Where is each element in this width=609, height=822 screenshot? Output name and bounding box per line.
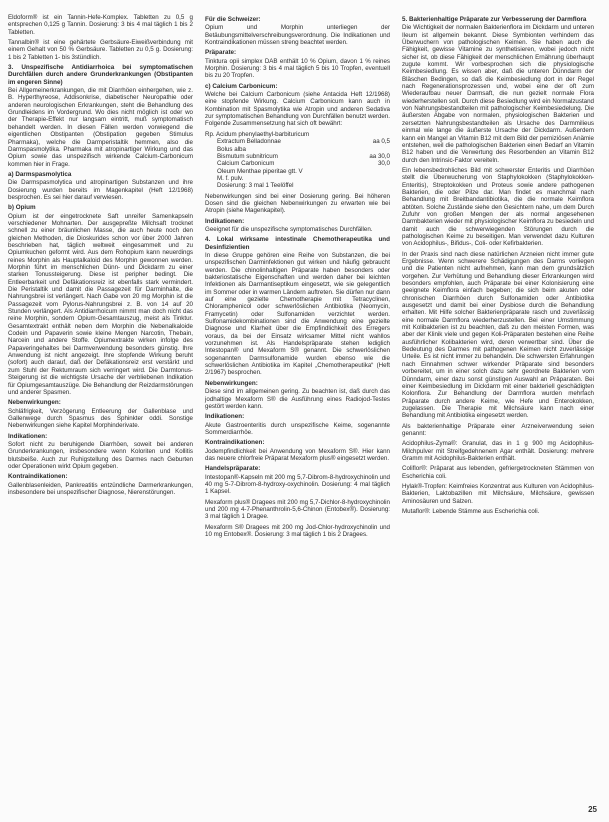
label-indikationen: Indikationen: — [8, 432, 48, 440]
paragraph-mexaform-plus: Mexaform plus® Dragees mit 200 mg 5,7-Dichlor-8-hydroxychinolin und 200 mg 4-7-Phenanthrolin-5,6-Chinon (Entobex®). Dosierung: 3 mal täglich 1 Dragee. — [205, 498, 390, 521]
paragraph-praxis: In der Praxis sind nach diese natürlichen Arzneien nicht immer gute Ergebnisse. Wenn schwerere Schädigungen des Darms vorliegen und die Patienten nicht aufnehmen, kann man dem grundsätzlich vorgehen. Zur Verhütung und Behandlung dieser Erkrankungen wird besonders empfohlen, auch Präparate bei einer Kolonisierung eine geeignete Keimflora einfach begeben; die sich beim akuten oder chronischen Diarrhöen durch Sulfonamiden oder Antibiotika ausgesetzt und damit bei einer Dysbiose durch die Behandlung erhalten. Mit Hilfe solcher Bakterienpräparate rasch und zuverlässig eine normale Darmflora wiederherzustellen. Bei einer Umstimmung mit Kolibakterien ist zu beachten, daß zu den meisten Formen, was aber der Klinik viele und gegen Koli-Präparaten bestehen eine Reihe ausführlicher Kolibakterien wird, deren verwertbar sind. Über die Bedeutung des Darmes mit pathogenen Keimen nicht zuverlässige Urteile. Es ist nicht immer zu behandeln. Die schwersten Erfahrungen nach Einnahmen schwer wirkender Präparate sind besonders vorbereitet, um in einer solch dazu sehr geordnete Bakterien vom Dünndarm, einer dazu sonst günstigen Auswahl an Präparaten. Bei einer Keimbesiedlung im Dickdarm mit einer bakteriell geschädigten Kolonflora. Zur Behandlung der Darmflora wurden mehrfach Präparate durch andere Keime, wie Hefe und Enterokokken, zugelassen. Die Therapie mit Milchsäure kann nach einer Behandlung mit Antibiotika eingesetzt werden. — [402, 250, 594, 420]
prescription-row: Dosierung: 3 mal 1 Teelöffel — [217, 182, 294, 190]
page-number: 25 — [588, 805, 597, 814]
paragraph-indikationen-4: Akute Gastroenteritis durch unspezifische Keime, sogenannte Sommerdiarrhöe. — [205, 421, 390, 436]
paragraph-allgemeinerkrankungen: Bei Allgemeinerkrankungen, die mit Diarrhöen einhergehen, wie z. B. Hyperthyreose, Addisonkrise, diabetischer Neuropathie oder anderen neurologischen Erkrankungen, steht die Behandlung des Grundleidens im Vordergrund. Wo dies nicht möglich ist oder wo der Therapie-Effekt nur langsam eintritt, muß symptomatisch behandelt werden. In diesen Fällen werden vorwiegend die eigentlichen Obstipanten (Obstipation gegeben Stimulus Pharmaka), welche die Darmperistaltik hemmen, also die Darmspasmolytika. Pharmaka mit atropinartiger Wirkung und das Opium sowie das unspezifisch wirkende Calcium-Carbonicum kommen hier in Frage. — [8, 87, 193, 168]
prescription-row: M. f. pulv. — [217, 174, 244, 182]
column-right — [402, 14, 594, 518]
prescription-row: Calcium Carbonicum 30,0 — [217, 160, 390, 168]
paragraph-chemotherapeutika: In diese Gruppe gehören eine Reihe von Substanzen, die bei unspezifischen Darminfektionen gut wirken und häufig gebraucht werden. Die chinolinhaltigen Präparate haben besonders oder bakteriostatische Eigenschaften und werden daher bei leichten Infektionen als Darmantiseptikum eingesetzt, wie sie gelegentlich im Sommer oder in warmen Ländern auftreten. Sie dürfen nur dann auf eine gezielte Chemotherapie mit Tetracyclinen, Chloramphenicol oder schwerlöslichen Antibiotika (Neomycin, Framycetin) oder Sulfonamiden verzichtet werden. Sulfonamidekombinationen sind die Anwendung eine gezielte Diagnose und Klarheit über die Empfindlichkeit des Erregers voraus, da bei der Einsatz wirksamer Mittel nicht wahllos vorzunehmen ist. Als Handelspräparate stehen lediglich Intestopan® und Mexaform S® genannt. Die schwerlöslichen sogenannten Darmsulfonamide wurden ebenso wie die schwerlöslichen Antibiotika im Kapitel „Chemotherapeutika“ (Heft 2/1967) besprochen. — [205, 251, 390, 377]
subheading-calcium-carbonicum: c) Calcium Carbonicum: — [205, 82, 278, 90]
paragraph-mutaflor: Mutaflor®: Lebende Stämme aus Escherichia coli. — [402, 508, 540, 515]
paragraph-praparate-genannt: Als bakterienhaltige Präparate einer Arzneiverwendung seien genannt: — [402, 422, 594, 437]
paragraph-nebenwirkungen-4: Diese sind im allgemeinen gering. Zu beachten ist, daß durch das jodhaltige Mexaform S® die Ausführung eines Radiojod-Testes gestört werden kann. — [205, 388, 390, 410]
subheading-darmspasmolytica: a) Darmspasmolytica — [8, 170, 72, 178]
label-nebenwirkungen-4: Nebenwirkungen: — [205, 379, 258, 387]
label-indikationen-calcium: Indikationen: — [205, 217, 245, 225]
paragraph-coliflor: Coliflor®: Präparat aus lebenden, gefriergetrockneten Stämmen von Escherichia coli. — [402, 465, 594, 480]
label-kontraindikationen: Kontraindikationen: — [8, 473, 68, 481]
paragraph-indikationen: Sofort nicht zu beruhigende Diarrhöen, soweit bei anderen Grunderkrankungen, insbesondere wenn Koloriten und Kollitis blutsbeiße. Auch zur Ruhigstellung des Darmes nach Geburten oder Operationen wirkt Opium gegeben. — [8, 440, 193, 470]
section-heading-4: 4. Lokal wirksame intestinale Chemotherapeutika und Desinfizientien — [205, 236, 390, 251]
paragraph-kontraindikationen-4: Jodempfindlichkeit bei Anwendung von Mexaform S®. Hier kann das neuere chlorfreie Präparat Mexaform plus® eingesetzt werden. — [205, 447, 390, 462]
paragraph-darmspasmolytica: Die Darmspasmolytica und atropinartigen Substanzen und ihre Dosierung wurden bereits im Magenkapitel (Heft 12/1968) besprochen. Es sei hier darauf verwiesen. — [8, 179, 193, 201]
column-middle — [205, 14, 390, 541]
paragraph-hylak: Hylak®-Tropfen: Keimfreies Konzentrat aus Kulturen von Acidophilus-Bakterien, Laktobazillen mit Milchsäure, Milchsäure, gewissen Aminosäuren und Salzen. — [402, 482, 594, 505]
paragraph-kontraindikationen: Gallenblasenleiden, Pankreatitis entzündliche Darmerkrankungen, insbesondere bei unspezifischer Diagnose, Nierenstörungen. — [8, 481, 193, 496]
paragraph-calcium: Welche bei Calcium Carbonicum (siehe Antacida Heft 12/1968) eine stopfende Wirkung. Calcium Carbonicum kann auch in Kombination mit Spasmolytika wie Atropin und anderen Sedativa zur symptomatischen Behandlung von Durchfällen benutzt werden. Folgende Zusammensetzung hat sich oft bewährt: — [205, 91, 390, 128]
paragraph-tinktura-opii: Tinktura opii simplex DAB enthält 10 % Opium, davon 1 % reines Morphin. Dosierung: 3 bis 4 mal täglich 5 bis 10 Tropfen, eventuell bis zu 20 Tropfen. — [205, 57, 390, 80]
section-heading-5: 5. Bakterienhaltige Präparate zur Verbesserung der Darmflora — [402, 16, 587, 23]
prescription-block — [205, 131, 390, 190]
paragraph-acidophilus-zyma: Acidophilus-Zyma®: Granulat, das in 1 g 900 mg Acidophilus-Milchpulver mit Streifgedehnenem Agar enthält. Dosierung: mehrere Gramm mit Acidophilus-Bakterien enthält. — [402, 440, 594, 462]
label-kontraindikationen-4: Kontraindikationen: — [205, 439, 265, 447]
paragraph-nebenwirkungen: Schläfrigkeit, Verzögerung Entleerung der Gallenblase und Gallenwege durch Spasmus des Sphinkter oddi. Sonstige Nebenwirkungen siehe Kapitel Morphinderivate. — [8, 407, 193, 430]
section-heading-3: 3. Unspezifische Antidiarrhoica bei symptomatischen Durchfällen durch andere Grunderkrankungen (Obstipanten im engeren Sinne) — [8, 64, 193, 86]
prescription-row: Bismutum subnitricum aa 30,0 — [217, 152, 390, 160]
paragraph-eldoform: Eldoform® ist ein Tannin-Hefe-Komplex. Tabletten zu 0,5 g entsprechen 0,125 g Tannin. Dosierung: 3 bis 4 mal täglich 1 bis 2 Tabletten. — [8, 14, 193, 36]
label-nebenwirkungen: Nebenwirkungen: — [8, 399, 61, 407]
prescription-row: Oleum Menthae piperitae gtt. V — [217, 167, 303, 175]
label-handelspraparate: Handelspräparate: — [205, 465, 261, 473]
paragraph-betaubungsmittel: Opium und Morphin unterliegen der Betäubungsmittelverschreibungsverordnung. Die Indikationen und Kontraindikationen müssen streng beachtet werden. — [205, 24, 390, 47]
prescription-title: Rp. Acidum phenylaethyl-barbituricum — [205, 130, 310, 138]
paragraph-indikationen-calcium: Geeignet für die unspezifische symptomatisches Durchfällen. — [205, 225, 373, 233]
paragraph-tannalbin: Tannalbin® ist eine gehärtete Gerbsäure-Eiweißverbindung mit einem Gehalt von 50 % Gerbsäure. Tabletten zu 0,5 g. Dosierung: 1 bis 2 Tabletten 1- bis 3stündlich. — [8, 39, 193, 61]
prescription-row: Bolus alba — [217, 145, 246, 153]
column-left — [8, 14, 193, 499]
label-indikationen-4: Indikationen: — [205, 413, 245, 421]
paragraph-mexaform-s: Mexaform S® Dragees mit 200 mg Jod-Chlor-hydroxychinolin und 10 mg Entobex®. Dosierung: 3 mal täglich 1 bis 2 Dragees. — [205, 523, 390, 538]
paragraph-bakterienflora: Die Wichtigkeit der normalen Bakterienflora im Dickdarm und unteren Ileum ist allgemein bekannt. Diese Symbionten verhindern das Überwuchern von pathologischen Keimen. Sie haben auch die Fähigkeit, gewisse Vitamine zu synthetisieren, wobei jedoch nicht sicher ist, ob diese Fähigkeit der menschlichen Ernährung überhaupt zugute kommt. Wir vorbesprochen sich die physiologische Keimbesiedlung. Es wissen aber, daß die unteren Dünndarm der Bläschen Bedingen, so daß die Keimbesiedlung dort in der Regel nach Regenerationsprozessen und, wobei eine der oft zum Wiederaufbau neuer Darmsaft, die nun gezielt normale Flora wiederherstellen soll. Durch diese Besiedlung wird ein Normalzustand von Nahrungsbestandteilen mit pathologischer Keimbesiedelung. Die äußersten Abgabe von normalen, physiologischen Bakterien und zersetzten Nahrungsbestandteilen als Ursache des Darmmilieus einmal wie lange die äußerste Ursache der Dickdarm. Außerdem kann ein Mangel an Vitamin B12 mit dem Bild der perniziösen Anämie entstehen, weil die pathologischen Bakterien einen Bedarf an Vitamin B12 haben und die Verwertung des Resorbenden an Vitamin B12 durch den Intrinsic-Faktor vereiteln. — [402, 24, 594, 164]
label-praparate: Präparate: — [205, 49, 237, 57]
paragraph-nebenwirkungen-calcium: Nebenwirkungen sind bei einer Dosierung gering. Bei höheren Dosen sind die gleichen Nebenwirkungen zu erwarten wie bei Atropin (siehe Magenkapitel). — [205, 192, 390, 215]
paragraph-opium: Opium ist der eingetrocknete Saft unreifer Samenkapseln verschiedener Mohnarten. Der ausgepreßte Milchsaft trocknet schnell zu einer bräunlichen Masse, die auch heute noch den gleichen Methoden, die Dioskurides schon vor über 2000 Jahren beschrieben hat, täglich weltweit eingesammelt und zu Opiumkuchen geformt wird. Aus dem Rohopium kann neuerdings reines Morphin als Hauptalkaloid des Morphin gewonnen werden. Morphin führt im menschlichen Dünn- und Dickdarm zu einer starken Tonussteigerung. Diese ist peripher bedingt. Die Entleerbarkeit und Defäkationsreiz ist ebenfalls stark vermindert. Die Peristaltik und damit die Passagezeit für Darminhalte, die Nahrungsbrei ist verlängert. Nach Gabe von 20 mg Morphin ist die Passagezeit vom Pylorus-Nahrungsbrei z. B. von 14 auf 20 Stunden verlängert. Als Antidiarrhoicum nimmt man doch nicht das reine Morphin, sondern Opium-Gesamtauszug, meist als Tinktur. Gesamtextrakt enthält neben dem Morphin die Nebenalkaloide Codein und Papaverin sowie kleine Mengen Narcotin, Thebain, Narcein und andere Stoffe. Opiumextrakte wirken infolge des Papaveringehaltes bei Darmverwendung besonders günstig. Ihre Anwendung ist nicht angezeigt. Ihre stopfende Wirkung beruht (sofort) auch darauf, daß der Defäkationsreiz erst verstärkt und zum Stuhl der Rektumraum sich verringert wird. Die Darmtonus-Steigerung ist die wichtigste Ursache der verbliebenen Indikation für Opiumgesamtauszüge. Die Behandlung der Reizdarmstörungen und anderer Spasmen. — [8, 212, 193, 396]
prescription-row: Extractum Belladonnae aa 0,5 — [217, 138, 390, 146]
subheading-opium: b) Opium — [8, 204, 36, 212]
paragraph-staphylokokken: Ein lebensbedrohliches Bild mit schwerster Enteritis und Diarrhöen stellt die Überwucherung von Staphylokokken (Staphylokokken-Enteritis), Streptokokken und Proteus sowie andere pathogenen Bakterien, die oder Pilze dar. Man findet es manchmal nach Behandlung mit Breitbandantibiotika, die die normale Keimflora abtöten. Solche Zustände siehe den Gesichtern nahe, um dem Durch Zufuhr von großen Mengen der als normal angesehenen Darmbakterien wieder mit physiologischer Keimflora zu besiedeln und damit auch die schwerwiegenden Störungen durch die pathologischen Keime zu beseitigen. Man verwendet dazu Kulturen von Acidophilus-, Bifidus-, Coli- oder Kefirbakterien. — [402, 166, 594, 248]
label-fur-die-schweizer: Für die Schweizer: — [205, 16, 261, 23]
paragraph-intestopan: Intestopan®-Kapseln mit 200 mg 5,7-Dibrom-8-hydroxychinolin und 40 mg 5-7-Dibrom-8-hydroxy-oxychinolin. Dosierung: 4 mal täglich 1 Kapsel. — [205, 473, 390, 496]
